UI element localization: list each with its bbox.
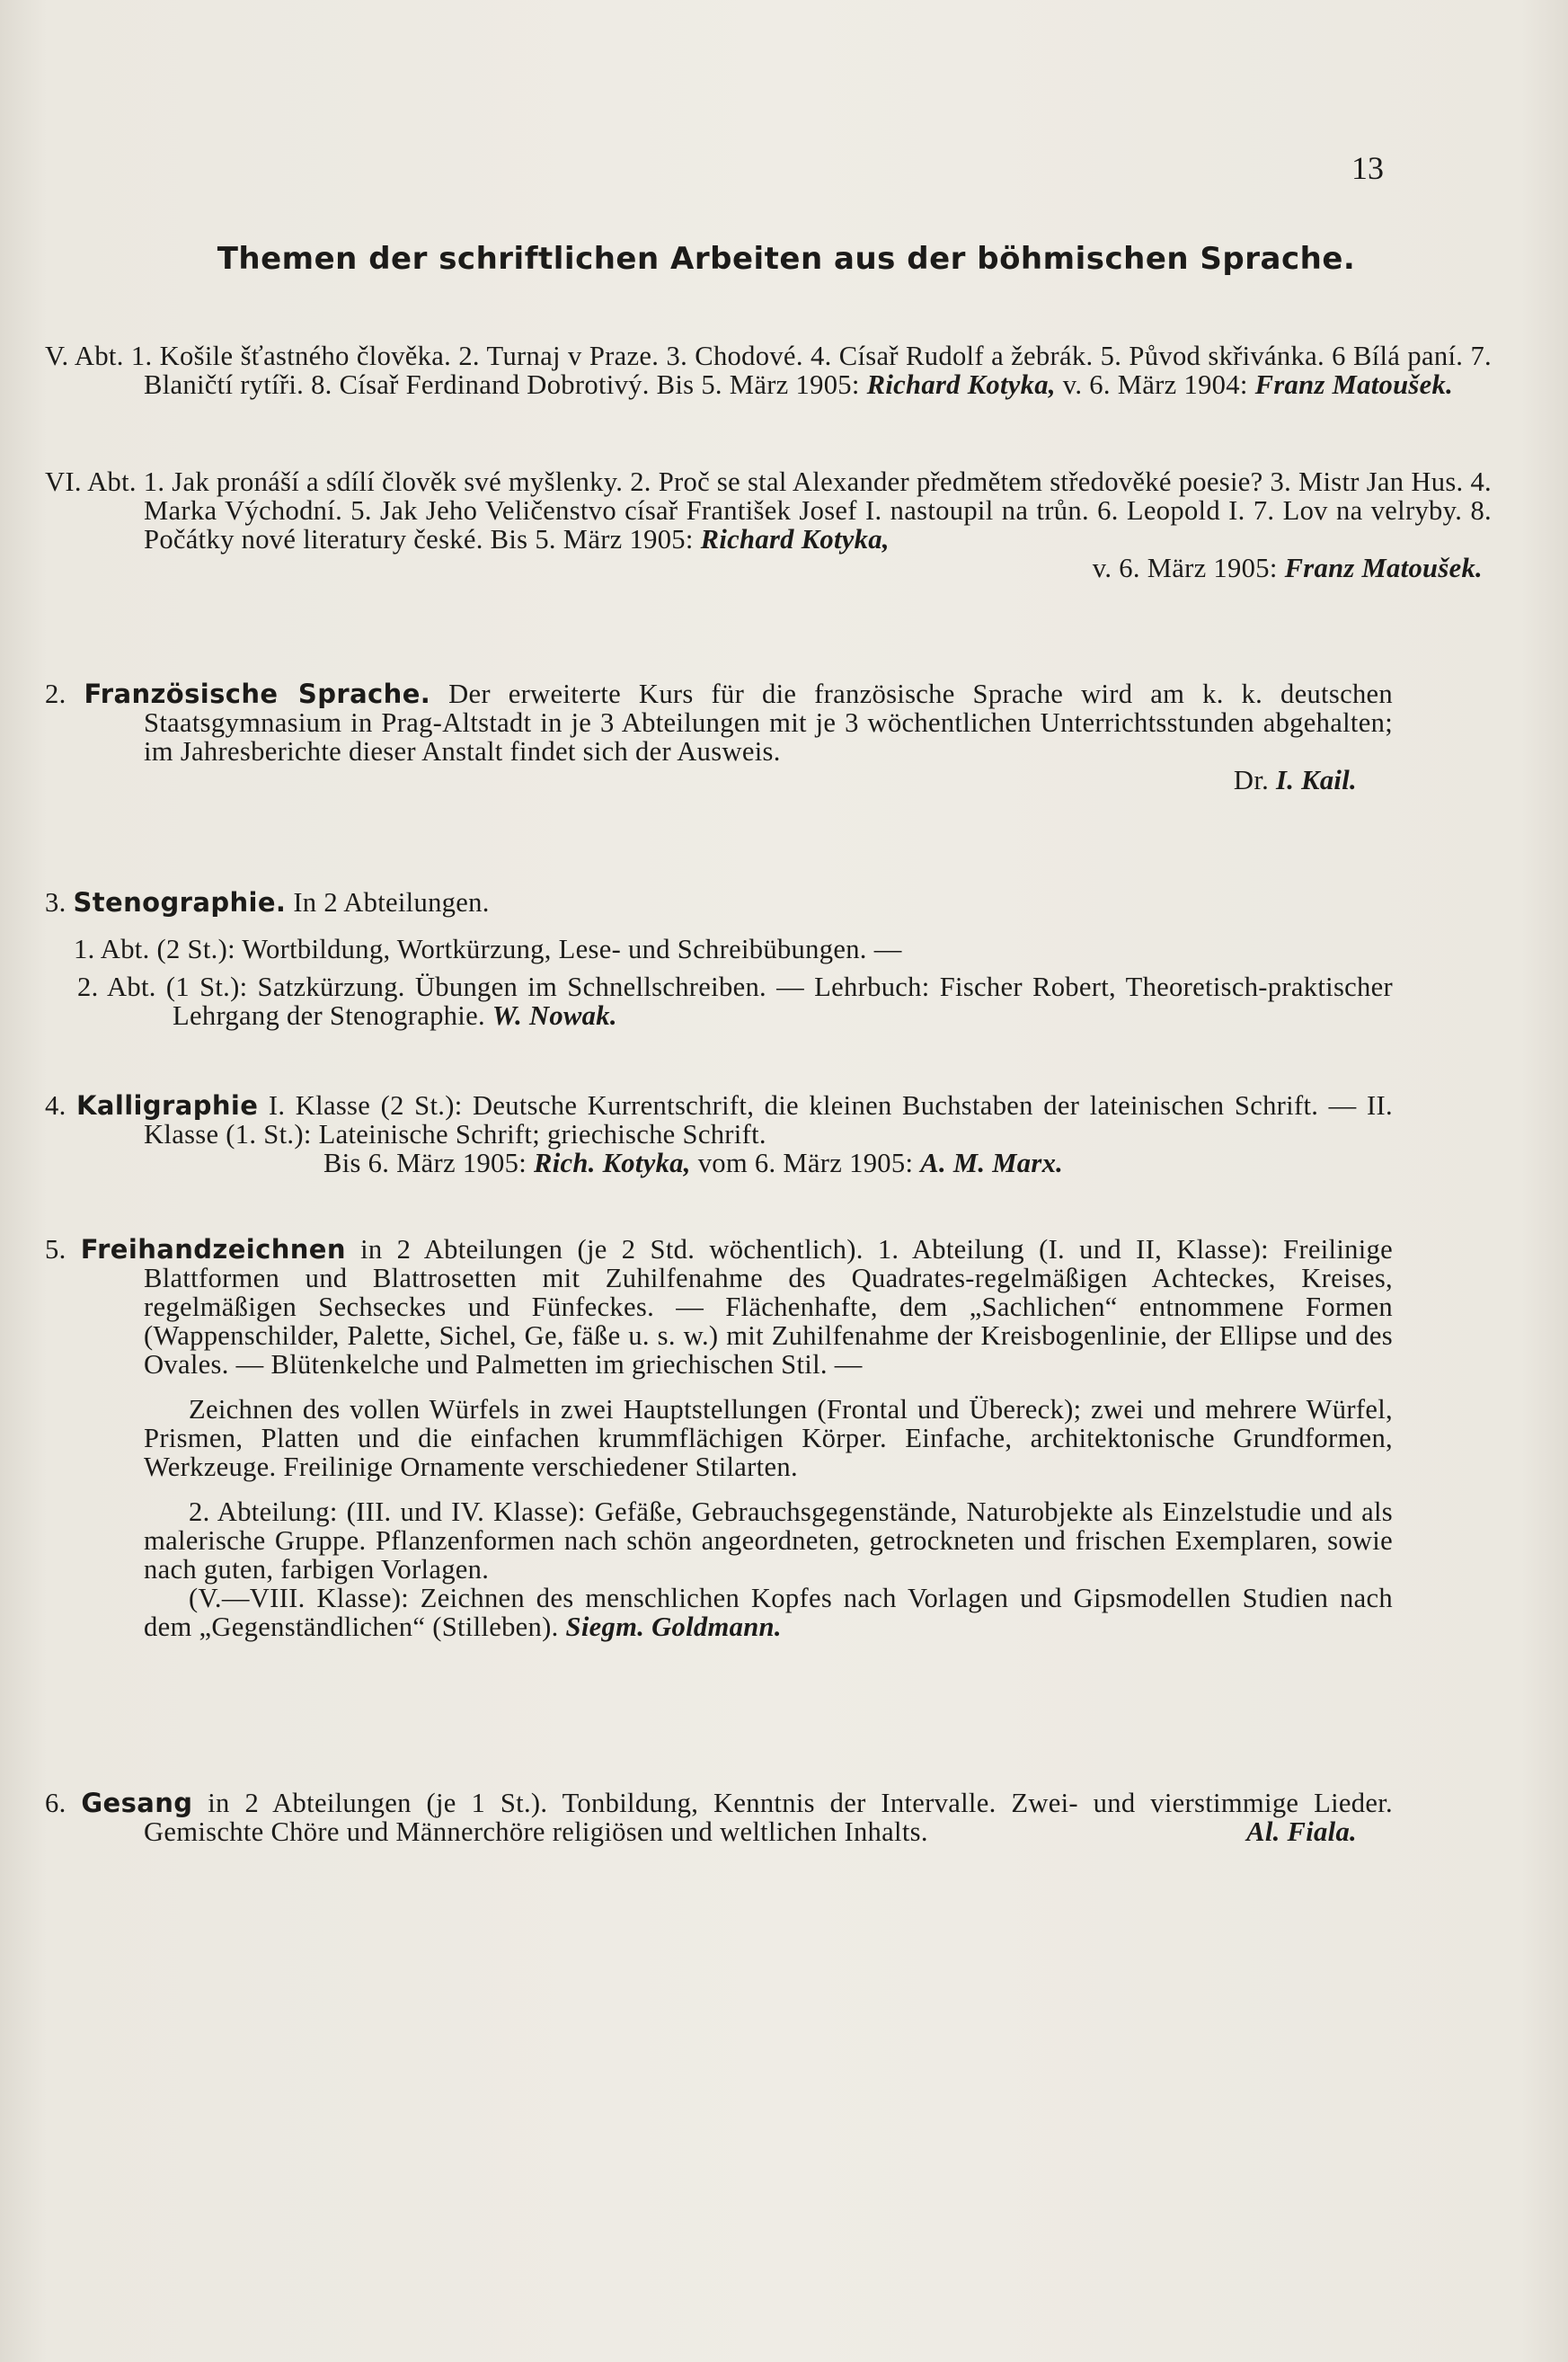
singing-title: Gesang	[81, 1788, 193, 1818]
steno-number: 3.	[45, 887, 66, 918]
steno-heading	[45, 888, 1393, 917]
drawing-p4-block	[45, 1584, 1393, 1641]
french-text: Der erweiterte Kurs für die französische Sprache wird am k. k. deutschen Staatsgymnasium in Prag-Altstadt in je 3 Abteilungen mit je 3 wöchentlichen Unterrichtsstunden abgehalten; im Jahresberichte dieser Anstalt findet sich der Ausweis.	[144, 679, 1394, 767]
abt6-author1: Richard Kotyka,	[700, 524, 890, 555]
abt5-author2: Franz Matoušek.	[1254, 369, 1454, 400]
drawing-p2: Zeichnen des vollen Würfels in zwei Hauptstellungen (Frontal und Übereck); zwei und mehrere Würfel, Prismen, Platten und die einfachen krummflächigen Körper. Einfache, architektonische Grundformen, Werkzeuge. Freilinige Ornamente verschiedener Stilarten.	[144, 1394, 1393, 1482]
section-calligraphy	[45, 1091, 1393, 1177]
french-heading-block	[45, 679, 1393, 766]
steno-line2: 2. Abt. (1 St.): Satzkürzung. Übungen im Schnellschreiben. — Lehrbuch: Fischer Robert, Theoretisch-praktischer Lehrgang der Stenographie.	[77, 972, 1393, 1031]
french-title: Französische Sprache.	[84, 679, 431, 709]
calligraphy-author2: A. M. Marx.	[920, 1148, 1064, 1178]
drawing-sig: Siegm. Goldmann.	[565, 1612, 782, 1642]
calligraphy-signature-line	[45, 1149, 1393, 1177]
section-french	[45, 679, 1393, 795]
drawing-number: 5.	[45, 1234, 66, 1265]
section-drawing	[45, 1235, 1393, 1641]
steno-line2-block	[45, 972, 1393, 1030]
abt5-author1: Richard Kotyka,	[866, 369, 1056, 400]
singing-sig: Al. Fiala.	[1246, 1816, 1357, 1847]
drawing-p1	[45, 1235, 1393, 1379]
french-sig: I. Kail.	[1276, 765, 1357, 795]
calligraphy-block	[45, 1091, 1393, 1149]
abt5-text: V. Abt. 1. Košile šťastného člověka. 2. Turnaj v Praze. 3. Chodové. 4. Císař Rudolf a žebrák. 5. Původ skřivánka. 6 Bílá paní. 7. Blaničtí rytíři. 8. Císař Ferdinand Dobrotivý. Bis 5. März 1905:	[45, 341, 1492, 400]
singing-text: in 2 Abteilungen (je 1 St.). Tonbildung, Kenntnis der Intervalle. Zwei- und vierstimmige Lieder. Gemischte Chöre und Männerchöre religiösen und weltlichen Inhalts.	[144, 1788, 1393, 1847]
abt6-text: VI. Abt. 1. Jak pronáší a sdílí člověk své myšlenky. 2. Proč se stal Alexander předmětem středověké poesie? 3. Mistr Jan Hus. 4. Marka Východní. 5. Jak Jeho Veličenstvo císař František Josef I. nastoupil na trůn. 6. Leopold I. 7. Lov na velryby. 8. Počátky nové literatury české.	[45, 466, 1492, 555]
drawing-p1-text: in 2 Abteilungen (je 2 Std. wöchentlich). 1. Abteilung (I. und II, Klasse): Freilinige Blattformen und Blattrosetten mit Zuhilfenahme des Quadrates-regelmäßigen Achteckes, Kreises, regelmäßigen Sechseckes und Fünfeckes. — Flächenhafte, dem „Sachlichen“ entnommene Formen (Wappenschilder, Palette, Sichel, Ge, fäße u. s. w.) mit Zuhilfenahme der Kreisbogenlinie, der Ellipse und des Ovales. — Blütenkelche und Palmetten im griechischen Stil. —	[144, 1234, 1394, 1380]
calligraphy-vom: vom 6. März 1905:	[697, 1148, 914, 1178]
abt6-von: v. 6. März 1905:	[1092, 553, 1278, 583]
steno-title: Stenographie.	[73, 887, 287, 918]
section-stenography	[45, 888, 1393, 1030]
french-number: 2.	[45, 679, 66, 709]
steno-line1: 1. Abt. (2 St.): Wortbildung, Wortkürzung, Lese- und Schreibübungen. —	[74, 934, 902, 964]
french-signature	[45, 766, 1393, 795]
page-title: Themen der schriftlichen Arbeiten aus der böhmischen Sprache.	[217, 241, 1356, 277]
steno-intro: In 2 Abteilungen.	[293, 887, 490, 918]
drawing-p4: (V.—VIII. Klasse): Zeichnen des menschlichen Kopfes nach Vorlagen und Gipsmodellen Studien nach dem „Gegenständlichen“ (Stilleben).	[144, 1583, 1393, 1642]
steno-sig: W. Nowak.	[492, 1000, 617, 1031]
abt6-author2: Franz Matoušek.	[1284, 553, 1483, 583]
page-number: 13	[1351, 150, 1384, 186]
drawing-title: Freihandzeichnen	[80, 1234, 346, 1265]
french-sig-prefix: Dr.	[1233, 765, 1270, 795]
calligraphy-title: Kalligraphie	[76, 1090, 259, 1121]
abt5-paragraph	[45, 342, 1492, 399]
drawing-p3: 2. Abteilung: (III. und IV. Klasse): Gefäße, Gebrauchsgegenstände, Naturobjekte als Einzelstudie und als malerische Gruppe. Pflanzenformen nach schön angeordneten, getrockneten und frischen Exemplaren, sowie nach guten, farbigen Vorlagen.	[144, 1496, 1393, 1585]
abt6-paragraph	[45, 467, 1492, 582]
abt6-bis: Bis 5. März 1905:	[490, 524, 694, 555]
section-singing	[45, 1789, 1393, 1846]
abt6-signature-line	[144, 554, 1492, 582]
abt5-mid: v. 6. März 1904:	[1062, 369, 1248, 400]
singing-number: 6.	[45, 1788, 66, 1818]
calligraphy-author1: Rich. Kotyka,	[534, 1148, 691, 1178]
calligraphy-text: I. Klasse (2 St.): Deutsche Kurrentschrift, die kleinen Buchstaben der lateinischen Schrift. — II. Klasse (1. St.): Lateinische Schrift; griechische Schrift.	[144, 1090, 1393, 1150]
calligraphy-number: 4.	[45, 1090, 66, 1121]
calligraphy-bis: Bis 6. März 1905:	[323, 1148, 527, 1178]
